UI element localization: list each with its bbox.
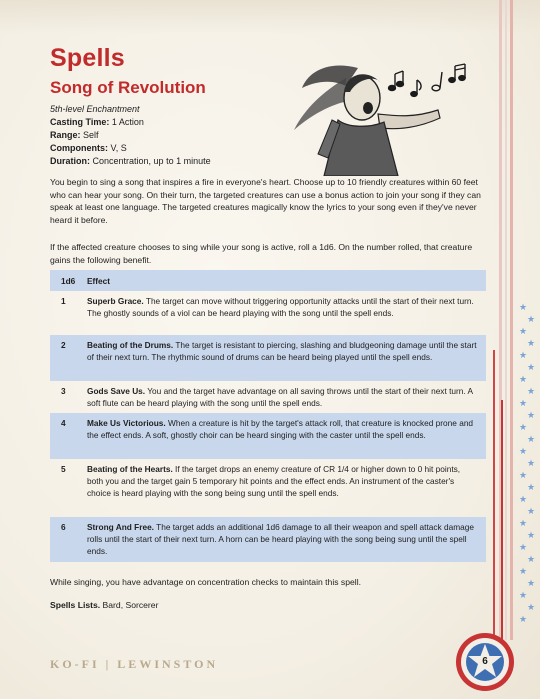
components-value: V, S (110, 143, 127, 153)
table-row (50, 381, 486, 413)
casting-time (50, 116, 211, 129)
effect-name: Beating of the Hearts. (87, 464, 173, 474)
effect-text: You and the target have advantage on all saving throws until the start of their next turn. A soft flute can be heard playing with the song until the spell ends. (87, 386, 473, 408)
casting-time-label: Casting Time: (50, 117, 110, 127)
duration-value: Concentration, up to 1 minute (92, 156, 211, 166)
svg-text:★: ★ (526, 387, 536, 397)
range (50, 129, 211, 142)
table-row (50, 517, 486, 562)
svg-text:★: ★ (518, 543, 528, 553)
table-row (50, 335, 486, 381)
svg-text:★: ★ (518, 303, 528, 313)
svg-text:★: ★ (518, 423, 528, 433)
top-band (0, 0, 540, 34)
effect-name: Beating of the Drums. (87, 340, 174, 350)
svg-text:★: ★ (526, 579, 536, 589)
spell-lists (50, 599, 486, 612)
row-effect (87, 521, 486, 562)
effect-text: The target can move without triggering opportunity attacks until the start of their next turn. The ghostly sounds of a viol can be heard playing with the song until the spell ends. (87, 296, 474, 318)
table-row (50, 291, 486, 335)
svg-text:★: ★ (526, 555, 536, 565)
range-value: Self (83, 130, 99, 140)
svg-text:★: ★ (526, 483, 536, 493)
concentration-note: While singing, you have advantage on concentration checks to maintain this spell. (50, 577, 361, 587)
row-effect (87, 295, 486, 335)
svg-text:★: ★ (518, 615, 528, 625)
spell-description: You begin to sing a song that inspires a fire in everyone's heart. Choose up to 10 friendly creatures within 60 feet who can hear your song. On their turn, the targeted creatures can use a bonus action to join your song if they can speak at least one language. The targeted creatures magically know the lyrics to your song even if they've never heard it before. (50, 177, 481, 225)
page-number: 6 (482, 656, 488, 667)
effect-text: When a creature is hit by the target's attack roll, that creature is knocked prone and the effect ends. A soft, ghostly choir can be heard singing with the caster until the spell ends. (87, 418, 474, 440)
row-effect (87, 417, 486, 459)
col-roll-header: 1d6 (61, 275, 76, 286)
svg-text:★: ★ (526, 363, 536, 373)
spell-lists-value: Bard, Sorcerer (102, 600, 159, 610)
casting-time-value: 1 Action (111, 117, 144, 127)
effect-text: The target adds an additional 1d6 damage to all their weapon and spell attack damage rolls until the start of their next turn. A horn can be heard playing with the song being sung until the spell ends. (87, 522, 474, 556)
row-effect (87, 339, 486, 381)
svg-text:★: ★ (518, 567, 528, 577)
svg-text:★: ★ (518, 447, 528, 457)
footer-credit: KO-FI | LEWINSTON (50, 657, 219, 671)
svg-text:★: ★ (518, 495, 528, 505)
duration-label: Duration: (50, 156, 90, 166)
spell-name: Song of Revolution (50, 78, 206, 97)
singer-illustration (288, 58, 484, 176)
svg-text:★: ★ (518, 519, 528, 529)
table-row (50, 459, 486, 517)
duration (50, 155, 211, 168)
effects-table (50, 270, 486, 562)
row-number: 6 (61, 522, 66, 532)
svg-text:★: ★ (526, 507, 536, 517)
col-effect-header: Effect (87, 275, 111, 286)
svg-text:★: ★ (526, 603, 536, 613)
roll-instructions: If the affected creature chooses to sing while your song is active, roll a 1d6. On the number rolled, that creature gains the following benefit. (50, 242, 473, 265)
row-number: 2 (61, 340, 66, 350)
svg-text:★: ★ (518, 399, 528, 409)
effect-name: Make Us Victorious. (87, 418, 166, 428)
svg-text:★: ★ (518, 351, 528, 361)
svg-text:★: ★ (526, 339, 536, 349)
svg-text:★: ★ (526, 411, 536, 421)
svg-text:★: ★ (526, 315, 536, 325)
effect-name: Strong And Free. (87, 522, 154, 532)
effect-name: Gods Save Us. (87, 386, 146, 396)
table-header (50, 270, 486, 291)
effect-text: The target is resistant to piercing, slashing and bludgeoning damage until the start of their next turn. The rhythmic sound of drums can be heard being played until the spell ends. (87, 340, 477, 362)
svg-text:★: ★ (518, 591, 528, 601)
effect-name: Superb Grace. (87, 296, 144, 306)
row-number: 1 (61, 296, 66, 306)
svg-text:★: ★ (518, 375, 528, 385)
svg-text:★: ★ (518, 327, 528, 337)
svg-text:★: ★ (526, 459, 536, 469)
stars-and-stripes-border (493, 0, 540, 699)
effect-text: If the target drops an enemy creature of CR 1/4 or higher down to 0 hit points, both you and the target gain 5 temporary hit points and the effect ends. An instrument of the caster's choice is heard playing with the song being sung until the spell ends. (87, 464, 461, 498)
spell-lists-label: Spells Lists. (50, 600, 101, 610)
row-effect (87, 463, 486, 517)
table-row (50, 413, 486, 459)
page-title: Spells (50, 44, 125, 72)
row-effect (87, 385, 486, 413)
range-label: Range: (50, 130, 81, 140)
components-label: Components: (50, 143, 108, 153)
components (50, 142, 211, 155)
row-number: 3 (61, 386, 66, 396)
spell-level-school: 5th-level Enchantment (50, 104, 140, 114)
svg-text:★: ★ (518, 471, 528, 481)
svg-text:★: ★ (526, 531, 536, 541)
row-number: 4 (61, 418, 66, 428)
spell-meta (50, 103, 211, 168)
svg-text:★: ★ (526, 435, 536, 445)
row-number: 5 (61, 464, 66, 474)
